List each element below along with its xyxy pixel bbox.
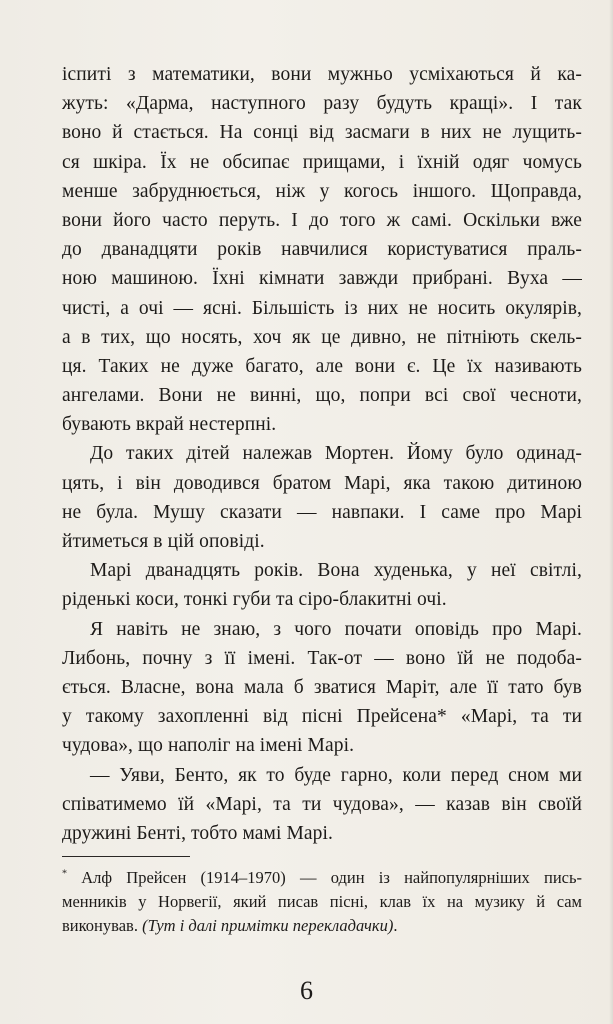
text-line: співатимемо їй «Марі, та ти чудова», — казав він своїй — [62, 793, 582, 815]
page-number: 6 — [300, 976, 313, 1005]
footnote-divider — [62, 856, 190, 857]
text-line: у такому захопленні від пісні Прейсена* «Марі, та ти — [62, 706, 582, 728]
footnote-line-3-end: . — [393, 916, 398, 935]
text-line: вони його часто перуть. І до того ж самі. Оскільки вже — [62, 209, 582, 231]
text-line: Я навіть не знаю, з чого почати оповідь про Марі. — [90, 618, 582, 640]
text-line: не була. Мушу сказати — навпаки. І саме про Марі — [62, 501, 582, 523]
text-line: воно й стається. На сонці від засмаги в них не лущить- — [62, 122, 582, 144]
footnote-line-2: менників у Норвегії, який писав пісні, клав їх на музику й сам — [62, 892, 582, 911]
footnote-line-3-plain: виконував. — [62, 916, 143, 935]
text-line: чудова», що наполіг на імені Марі. — [62, 735, 355, 757]
text-line: бувають вкрай нестерпні. — [62, 414, 277, 436]
text-line: Либонь, почну з її імені. Так-от — воно їй не подоба- — [62, 647, 582, 669]
text-line: жуть: «Дарма, наступного разу будуть кращі». І так — [62, 93, 582, 115]
text-line: ріденькі коси, тонкі губи та сіро-блакитні очі. — [62, 589, 447, 611]
text-line: а в тих, що носять, хоч як це дивно, не пітніють скель- — [62, 326, 582, 348]
text-line: Марі дванадцять років. Вона худенька, у неї світлі, — [90, 560, 582, 582]
text-line: чисті, а очі — ясні. Більшість із них не носить окулярів, — [62, 297, 582, 319]
footnote-line-1-text: Алф Прейсен (1914–1970) — один із найпопулярніших пись- — [81, 868, 582, 887]
footnote-marker: * — [62, 868, 67, 880]
text-line: іспиті з математики, вони мужньо усміхаються й ка- — [62, 64, 582, 85]
footnote — [62, 866, 582, 938]
body-text — [62, 60, 582, 848]
text-line: ється. Власне, вона мала б зватися Маріт, але її тато був — [62, 676, 582, 698]
footnote-line-3 — [62, 914, 582, 938]
text-line: — Уяви, Бенто, як то буде гарно, коли перед сном ми — [90, 764, 582, 786]
text-line: дружині Бенті, тобто мамі Марі. — [62, 822, 333, 844]
text-line: ангелами. Вони не винні, що, попри всі свої чесноти, — [62, 385, 582, 407]
text-line: ця. Таких не дуже багато, але вони є. Це їх називають — [62, 355, 582, 377]
text-line: йтиметься в цій оповіді. — [62, 531, 265, 552]
page-edge-shadow — [609, 0, 613, 1024]
translator-note: (Тут і далі примітки перекладачки) — [142, 916, 394, 935]
text-line: менше забруднюється, ніж у когось іншого. Щоправда, — [62, 180, 582, 202]
text-line: До таких дітей належав Мортен. Йому було одинад- — [90, 443, 582, 465]
text-line: до дванадцяти років навчилися користуватися праль- — [62, 239, 582, 261]
text-line: ною машиною. Їхні кімнати завжди прибрані. Вуха — — [62, 268, 582, 290]
footnote-line-1 — [62, 866, 582, 890]
text-line: ся шкіра. Їх не обсипає прищами, і їхній одяг чомусь — [62, 151, 582, 173]
text-line: цять, і він доводився братом Марі, яка такою дитиною — [62, 472, 582, 494]
